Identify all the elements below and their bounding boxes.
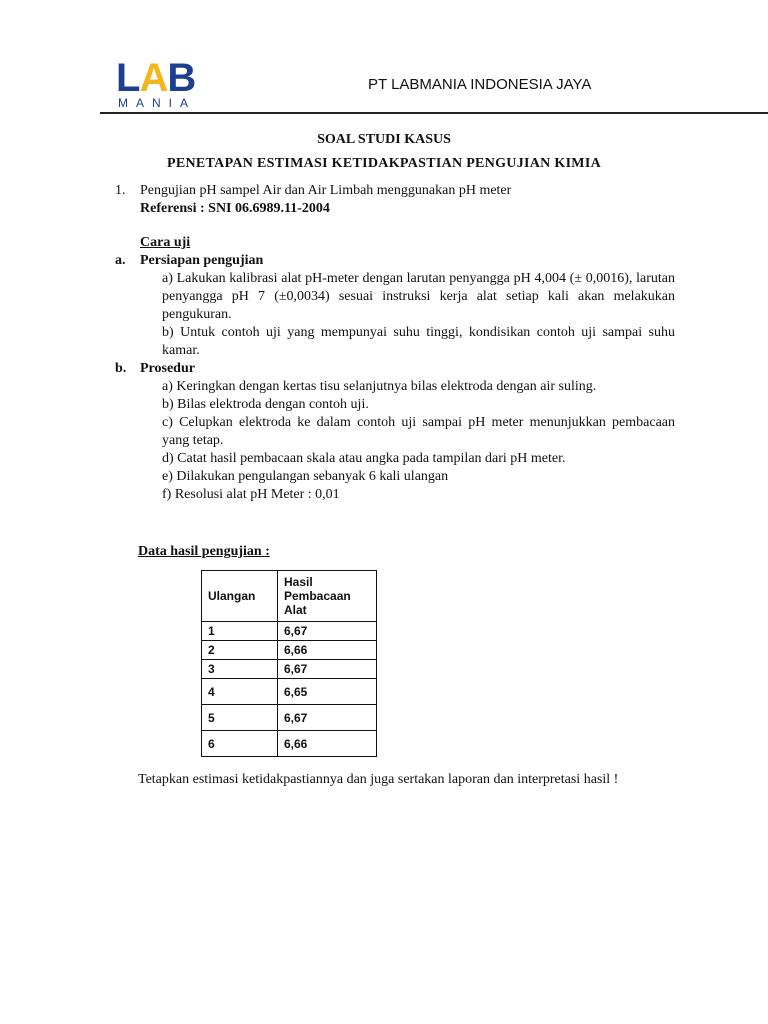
reading-cell: 6,66: [278, 731, 377, 757]
repeat-cell: 1: [202, 622, 278, 641]
table-row: [202, 660, 377, 679]
header-divider: [100, 112, 768, 114]
logo-wordmark: [116, 58, 195, 98]
procedure-step: c) Celupkan elektroda ke dalam contoh uji sampai pH meter menunjukkan pembacaan yang tetap.: [162, 415, 675, 448]
table-row: [202, 622, 377, 641]
preparation-marker: a.: [115, 253, 126, 268]
logo-subtext: MANIA: [118, 96, 197, 110]
preparation-step: a) Lakukan kalibrasi alat pH-meter dengan larutan penyangga pH 4,004 (± 0,0016), larutan penyangga pH 7 (±0,0034) sesuai instruksi kerja alat setiap kali akan melakukan pengukuran.: [162, 271, 675, 322]
case-item: [115, 182, 675, 218]
repeat-cell: 6: [202, 731, 278, 757]
document-title: SOAL STUDI KASUS: [317, 132, 451, 147]
procedure-heading: [115, 360, 675, 378]
document-body: [115, 182, 675, 504]
document-subtitle: PENETAPAN ESTIMASI KETIDAKPASTIAN PENGUJIAN KIMIA: [167, 156, 601, 171]
procedure-step: b) Bilas elektroda dengan contoh uji.: [162, 397, 369, 412]
table-header-row: [202, 571, 377, 622]
repeat-cell: 2: [202, 641, 278, 660]
logo-letter-a: A: [139, 56, 168, 100]
results-table: [201, 570, 377, 757]
data-heading: Data hasil pengujian :: [138, 544, 270, 559]
task-instruction: Tetapkan estimasi ketidakpastiannya dan juga sertakan laporan dan interpretasi hasil !: [138, 772, 619, 787]
table-row: [202, 705, 377, 731]
preparation-heading-text: Persiapan pengujian: [140, 253, 264, 268]
table-row: [202, 679, 377, 705]
company-logo: [116, 58, 206, 110]
repeat-cell: 5: [202, 705, 278, 731]
repeat-cell: 4: [202, 679, 278, 705]
table-row: [202, 641, 377, 660]
procedure-step: e) Dilakukan pengulangan sebanyak 6 kali ulangan: [162, 469, 449, 484]
reading-cell: 6,66: [278, 641, 377, 660]
reading-cell: 6,67: [278, 705, 377, 731]
procedure-step: d) Catat hasil pembacaan skala atau angka pada tampilan dari pH meter.: [162, 451, 566, 466]
logo-letter-l: L: [116, 56, 140, 100]
case-number: 1.: [115, 183, 126, 198]
procedure-step: a) Keringkan dengan kertas tisu selanjutnya bilas elektroda dengan air suling.: [162, 379, 597, 394]
repeat-cell: 3: [202, 660, 278, 679]
header-hasil: Hasil Pembacaan Alat: [278, 571, 377, 622]
case-description: Pengujian pH sampel Air dan Air Limbah menggunakan pH meter: [140, 183, 512, 198]
logo-letter-b: B: [167, 56, 196, 100]
preparation-step: b) Untuk contoh uji yang mempunyai suhu tinggi, kondisikan contoh uji sampai suhu kamar.: [162, 325, 675, 358]
procedure-heading-text: Prosedur: [140, 361, 195, 376]
procedure-marker: b.: [115, 361, 127, 376]
company-name: PT LABMANIA INDONESIA JAYA: [368, 76, 592, 93]
reading-cell: 6,67: [278, 622, 377, 641]
table-row: [202, 731, 377, 757]
method-heading: Cara uji: [140, 235, 191, 250]
reading-cell: 6,65: [278, 679, 377, 705]
preparation-heading: [115, 252, 675, 270]
procedure-step: f) Resolusi alat pH Meter : 0,01: [162, 487, 340, 502]
case-reference: Referensi : SNI 06.6989.11-2004: [140, 201, 330, 216]
reading-cell: 6,67: [278, 660, 377, 679]
header-ulangan: Ulangan: [202, 571, 278, 622]
